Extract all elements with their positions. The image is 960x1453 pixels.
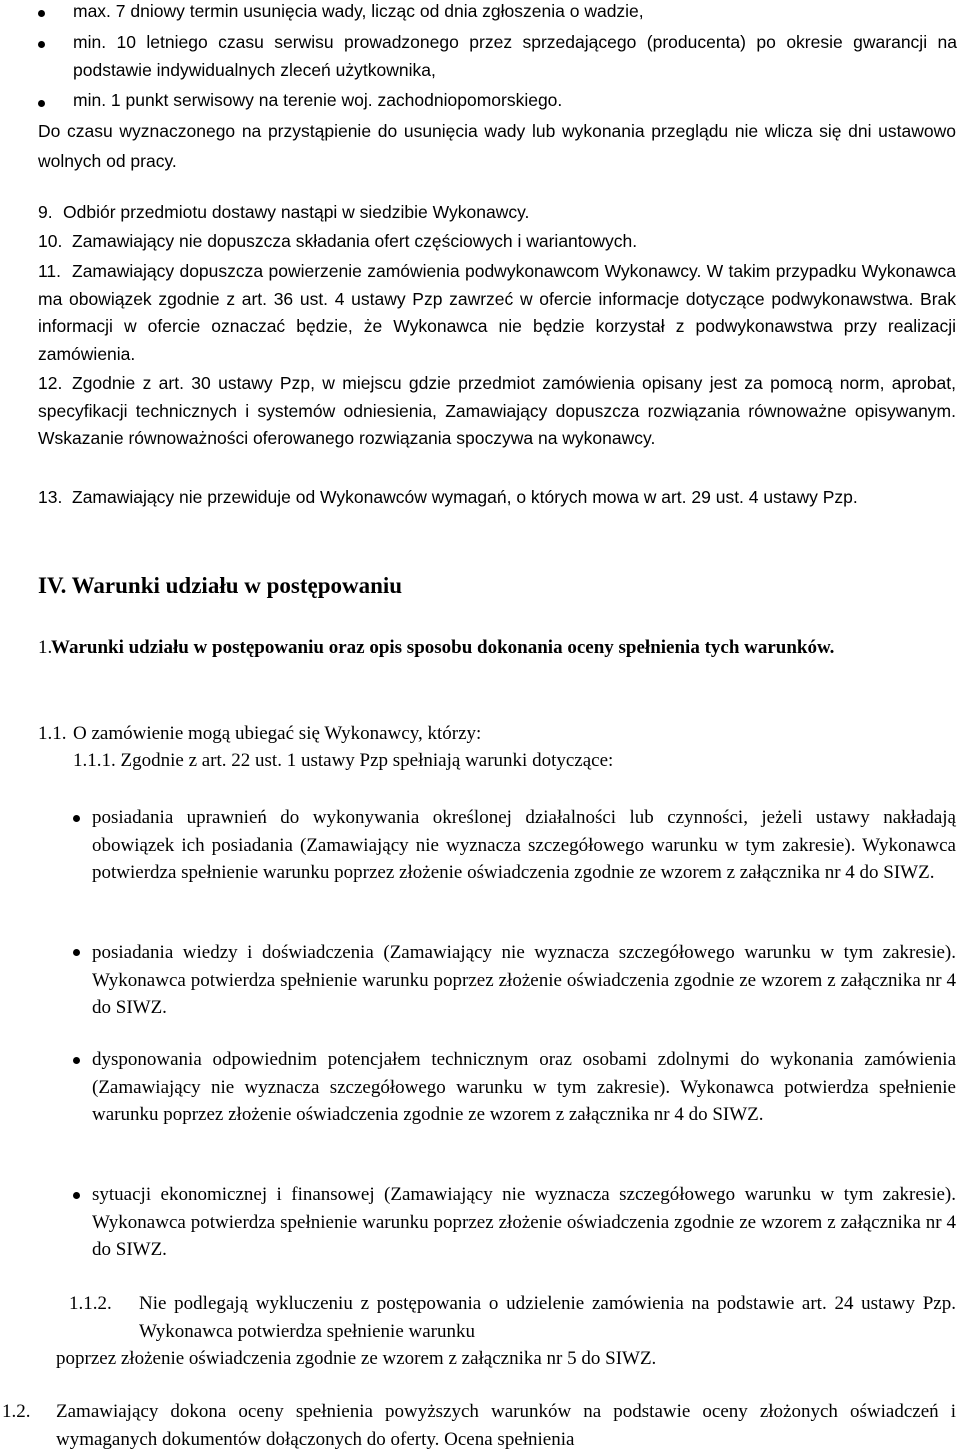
top-bullet-2: min. 10 letniego czasu serwisu prowadzonego przez sprzedającego (producenta) po okresie gwarancji na podstawie indywidualnych zleceń użytkownika, [73, 32, 957, 80]
sub11-text: O zamówienie mogą ubiegać się Wykonawcy, którzy: [73, 723, 482, 744]
sub11-number: 1.1. [38, 723, 67, 744]
top-bullet-1: max. 7 dniowy termin usunięcia wady, licząc od dnia zgłoszenia o wadzie, [73, 1, 644, 21]
sub112-number: 1.1.2. [69, 1293, 112, 1314]
condition-item: posiadania uprawnień do wykonywania określonej działalności lub czynności, jeżeli ustawy nakładają obowiązek ich posiadania (Zamawiający nie wyznacza szczegółowego warunku w tym zakresie). Wykonawca potwierdza spełnienie warunku poprzez złożenie oświadczenia zgodnie ze wzorem z załącznika nr 4 do SIWZ. [92, 807, 956, 883]
item-text: Odbiór przedmiotu dostawy nastąpi w siedzibie Wykonawcy. [63, 202, 530, 222]
item-number: 10. [38, 231, 63, 251]
bullet-icon [73, 1057, 80, 1064]
sub111-text: 1.1.1. Zgodnie z art. 22 ust. 1 ustawy Pzp spełniają warunki dotyczące: [73, 750, 614, 771]
item-text: Zgodnie z art. 30 ustawy Pzp, w miejscu gdzie przedmiot zamówienia opisany jest za pomocą norm, aprobat, specyfikacji technicznych i systemów odniesienia, Zamawiający dopuszcza rozwiązania równoważne opisywanym. Wskazanie równoważności oferowanego rozwiązania spoczywa na wykonawcy. [38, 373, 956, 448]
item-text: Zamawiający nie dopuszcza składania ofert częściowych i wariantowych. [72, 231, 638, 251]
bullet-icon [38, 41, 45, 48]
sub12-text: Zamawiający dokona oceny spełnienia powyższych warunków na podstawie oceny złożonych oświadczeń i wymaganych dokumentów dołączonych do oferty. Ocena spełnienia [56, 1401, 956, 1450]
condition-item: posiadania wiedzy i doświadczenia (Zamawiający nie wyznacza szczegółowego warunku w tym zakresie). Wykonawca potwierdza spełnienie warunku poprzez złożenie oświadczenia zgodnie ze wzorem z załącznika nr 4 do SIWZ. [92, 942, 956, 1018]
item-number: 11. [38, 261, 62, 281]
sub12-number: 1.2. [2, 1401, 31, 1422]
bullet-icon [73, 815, 80, 822]
condition-item: dysponowania odpowiednim potencjałem technicznym oraz osobami zdolnymi do wykonania zamówienia (Zamawiający nie wyznacza szczegółowego warunku w tym zakresie). Wykonawca potwierdza spełnienie warunku poprzez złożenie oświadczenia zgodnie ze wzorem z załącznika nr 4 do SIWZ. [92, 1049, 956, 1125]
item-number: 13. [38, 487, 63, 507]
bullet-icon [73, 949, 80, 956]
sub112-text: Nie podlegają wykluczeniu z postępowania o udzielenie zamówienia na podstawie art. 24 ustawy Pzp. Wykonawca potwierdza spełnienie warunku [139, 1293, 956, 1342]
item-number: 12. [38, 373, 63, 393]
sub1-number: 1. [38, 637, 53, 658]
item-text: Zamawiający nie przewiduje od Wykonawców wymagań, o których mowa w art. 29 ust. 4 ustawy Pzp. [72, 487, 858, 507]
item-number: 9. [38, 202, 53, 222]
condition-item: sytuacji ekonomicznej i finansowej (Zamawiający nie wyznacza szczegółowego warunku w tym zakresie). Wykonawca potwierdza spełnienie warunku poprzez złożenie oświadczenia zgodnie ze wzorem z załącznika nr 4 do SIWZ. [92, 1184, 956, 1260]
bullet-icon [38, 10, 45, 17]
section-heading: IV. Warunki udziału w postępowaniu [38, 573, 403, 598]
sub112-text-cont: poprzez złożenie oświadczenia zgodnie ze wzorem z załącznika nr 5 do SIWZ. [56, 1348, 657, 1369]
item-text: Zamawiający dopuszcza powierzenie zamówienia podwykonawcom Wykonawcy. W takim przypadku Wykonawca ma obowiązek zgodnie z art. 36 ust. 4 ustawy Pzp zawrzeć w ofercie informacje dotyczące podwykonawstwa. Brak informacji w ofercie oznaczać będzie, że Wykonawca nie będzie korzystał z podwykonawstwa przy realizacji zamówienia. [38, 261, 956, 364]
top-bullet-3: min. 1 punkt serwisowy na terenie woj. zachodniopomorskiego. [73, 90, 563, 110]
sub1-text: Warunki udziału w postępowaniu oraz opis sposobu dokonania oceny spełnienia tych warunków. [51, 637, 835, 658]
bullet-icon [73, 1192, 80, 1199]
bullet-icon [38, 100, 45, 107]
top-note: Do czasu wyznaczonego na przystąpienie do usunięcia wady lub wykonania przeglądu nie wlicza się dni ustawowo wolnych od pracy. [38, 121, 956, 171]
